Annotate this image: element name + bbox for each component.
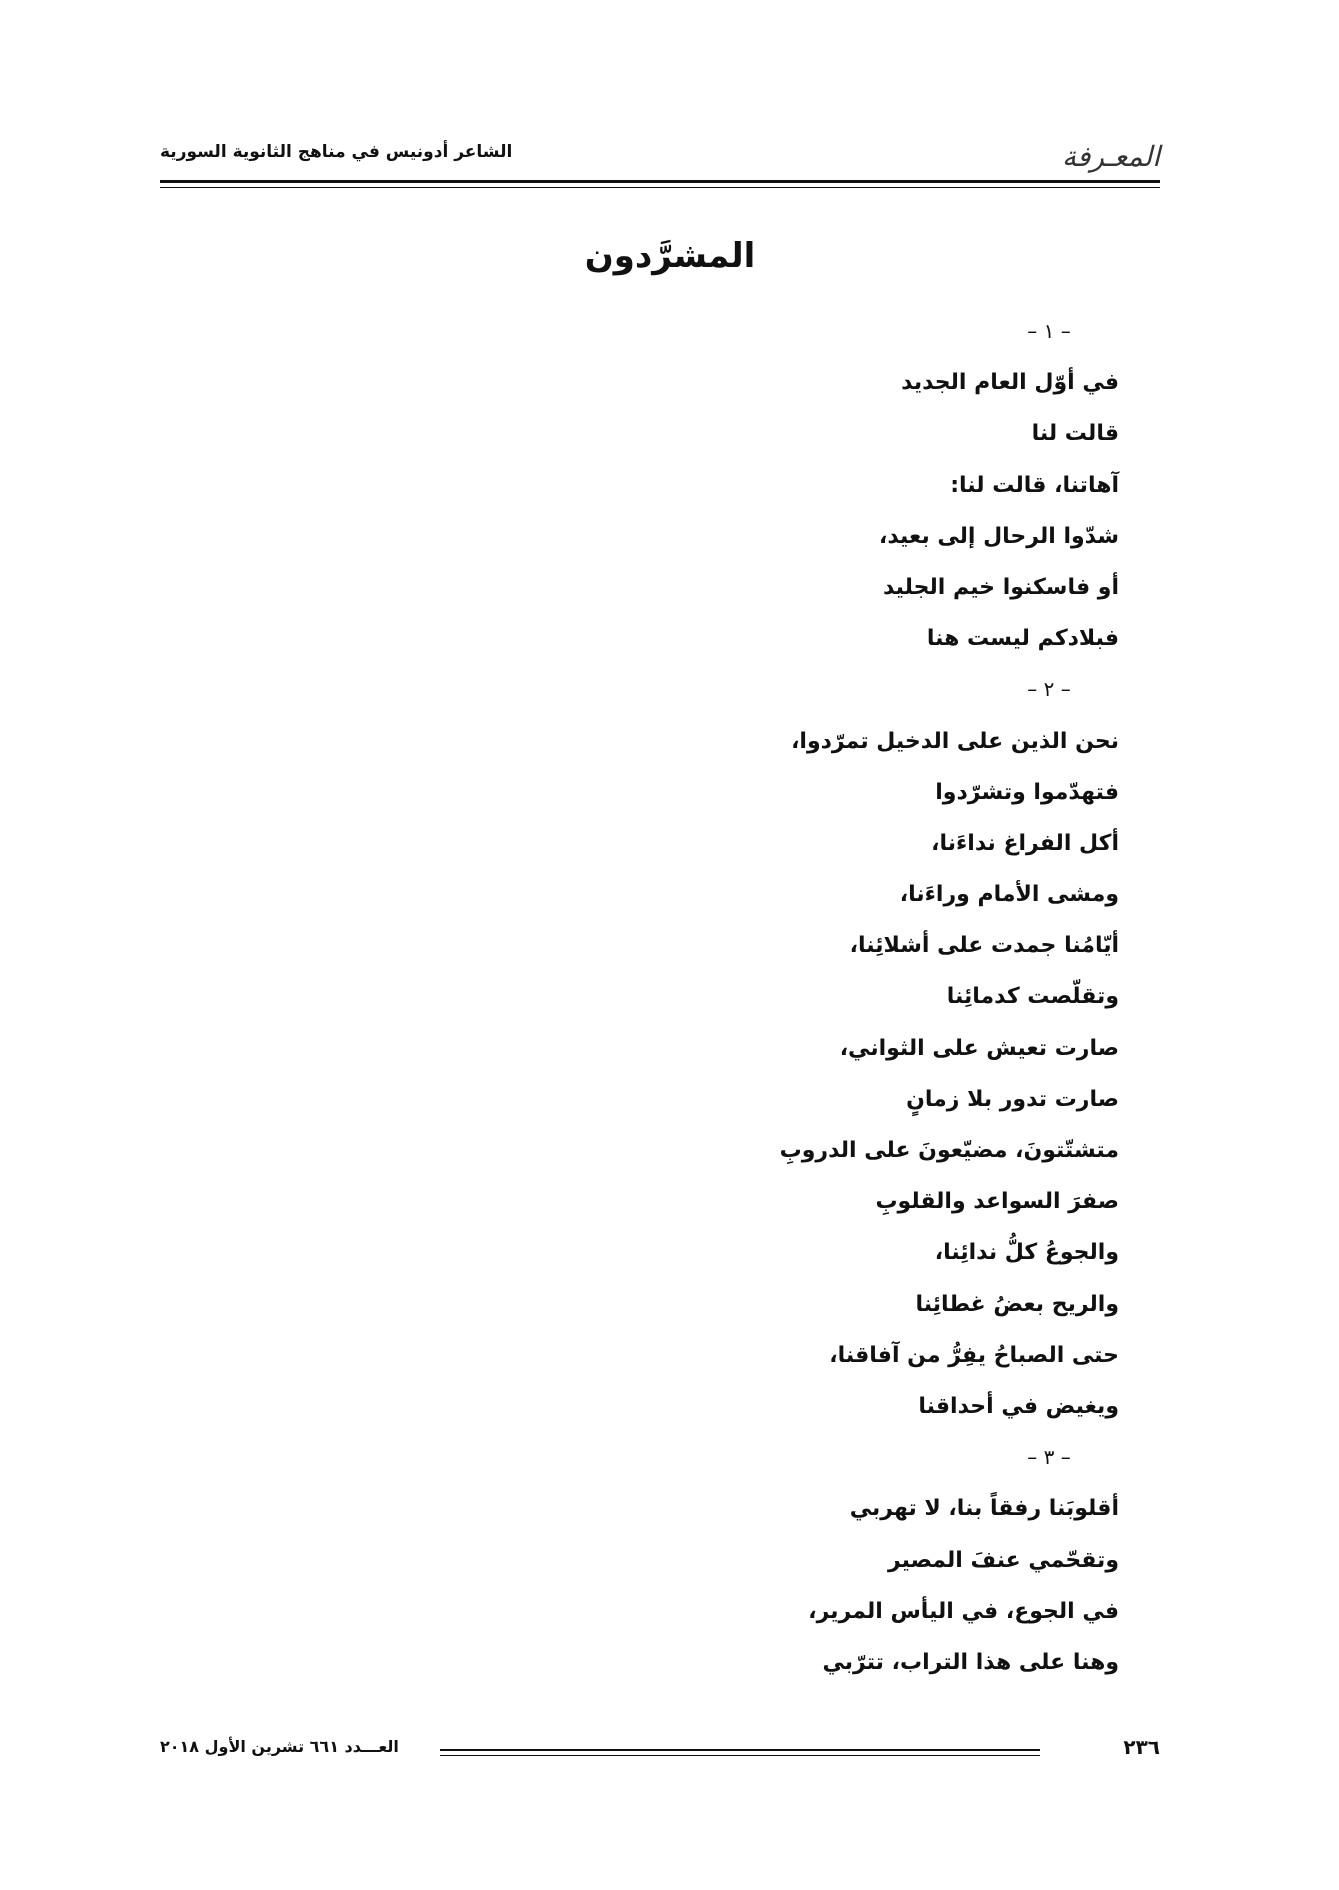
poem-line: قالت لنا <box>1031 421 1119 447</box>
poem-line: فتهدّموا وتشرّدوا <box>935 779 1119 805</box>
header-divider <box>160 180 1160 183</box>
poem-line: حتى الصباحُ يفِرُّ من آفاقنا، <box>829 1342 1119 1368</box>
poem-line: أقلوبَنا رفقاً بنا، لا تهربي <box>849 1496 1119 1522</box>
poem-line: نحن الذين على الدخيل تمرّدوا، <box>791 728 1119 754</box>
footer-divider <box>440 1749 1040 1751</box>
poem-line: في أوّل العام الجديد <box>901 370 1119 396</box>
poem-title: المشرَّدون <box>584 236 756 276</box>
poem-line: أو فاسكنوا خيم الجليد <box>882 574 1119 600</box>
footer-divider-thin <box>440 1755 1040 1756</box>
poem-line: صفرَ السواعد والقلوبِ <box>875 1189 1119 1215</box>
page-header <box>160 136 1160 186</box>
running-title: الشاعر أدونيس في مناهج الثانوية السورية <box>160 142 513 162</box>
poem-line: ومشى الأمام وراءَنا، <box>899 882 1119 908</box>
poem-line: وهنا على هذا التراب، تترّبي <box>822 1649 1119 1675</box>
magazine-logo: المعـرفة <box>1061 140 1160 173</box>
poem-line: في الجوع، في اليأس المرير، <box>808 1598 1119 1624</box>
poem-line: والجوعُ كلُّ ندائِنا، <box>934 1240 1119 1266</box>
poem-line: أيّامُنا جمدت على أشلائِنا، <box>849 933 1119 959</box>
poem-line: صارت تعيش على الثواني، <box>839 1035 1119 1061</box>
poem-line: متشتّتونَ، مضيّعونَ على الدروبِ <box>779 1138 1119 1163</box>
poem-line: شدّوا الرحال إلى بعيد، <box>878 523 1119 549</box>
section-marker: – ٣ – <box>1027 1445 1071 1470</box>
section-marker: – ٢ – <box>1027 677 1071 702</box>
poem-line: أكل الفراغ نداءَنا، <box>931 830 1119 856</box>
page-number: ٢٣٦ <box>1123 1735 1160 1759</box>
poem-line: وتقحّمي عنفَ المصير <box>887 1547 1119 1573</box>
poem-line: آهاتنا، قالت لنا: <box>950 472 1119 498</box>
poem-line: ويغيض في أحداقنا <box>918 1393 1119 1419</box>
poem-line: والريح بعضُ غطائِنا <box>915 1291 1119 1317</box>
poem-body <box>419 306 1119 1688</box>
header-divider-thin <box>160 187 1160 188</box>
issue-info: العـــدد ٦٦١ تشرين الأول ٢٠١٨ <box>160 1737 399 1756</box>
poem-line: وتقلّصت كدمائِنا <box>946 984 1119 1010</box>
poem-line: فبلادكم ليست هنا <box>926 626 1119 652</box>
section-marker: – ١ – <box>1027 319 1071 343</box>
poem-line: صارت تدور بلا زمانٍ <box>906 1086 1119 1112</box>
